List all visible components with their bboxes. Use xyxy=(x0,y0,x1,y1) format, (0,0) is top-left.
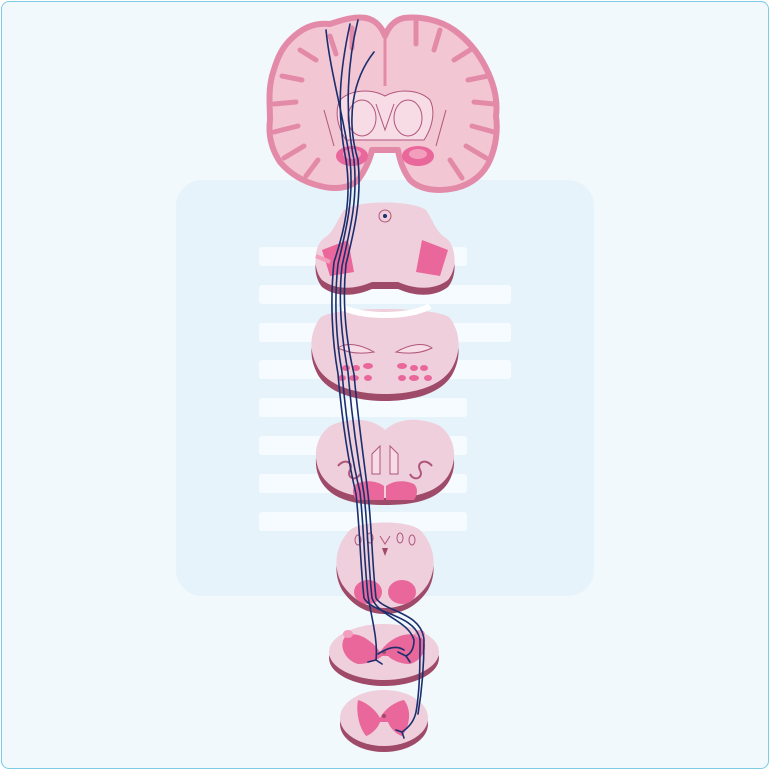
pons-section xyxy=(311,306,458,401)
lumbar-spinal-cord-section xyxy=(340,690,428,752)
upper-medulla-section xyxy=(316,420,454,505)
cerebrum-section xyxy=(269,17,496,189)
lower-medulla-section xyxy=(336,523,433,615)
